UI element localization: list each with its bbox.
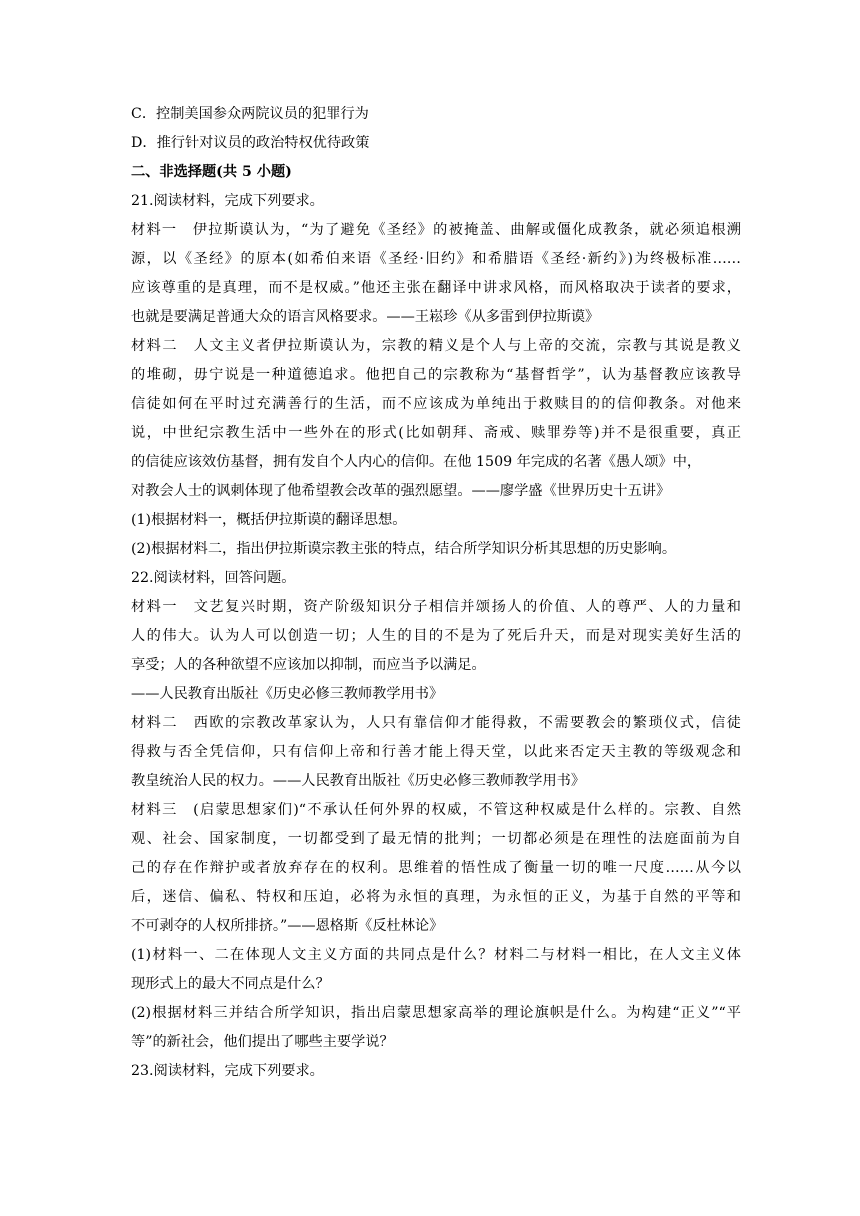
q21-material-1-line: 也就是要满足普通大众的语言风格要求。——王崧珍《从多雷到伊拉斯谟》 xyxy=(131,309,600,325)
q21-material-2-line: 的信徒应该效仿基督，拥有发自个人内心的信仰。在他 1509 年完成的名著《愚人颂》中， xyxy=(131,454,702,470)
q21-material-2-line: 对教会人士的讽刺体现了他希望教会改革的强烈愿望。——廖学盛《世界历史十五讲》 xyxy=(131,483,671,499)
q22-material-1-line: 享受；人的各种欲望不应该加以抑制，而应当予以满足。 xyxy=(131,657,486,673)
q22-material-2-line: 教皇统治人民的权力。——人民教育出版社《历史必修三教师教学用书》 xyxy=(131,773,586,789)
q21-material-2-line: 信徒如何在平时过充满善行的生活，而不应该成为单纯出于救赎目的的信仰教条。对他来 xyxy=(131,396,741,412)
q22-material-2-line: 得救与否全凭信仰，只有信仰上帝和行善才能上得天堂，以此来否定天主教的等级观念和 xyxy=(131,744,741,760)
q21-material-1-line: 应该尊重的是真理，而不是权威。”他还主张在翻译中讲求风格，而风格取决于读者的要求， xyxy=(131,280,741,296)
q22-material-3-line: 后，迷信、偏私、特权和压迫，必将为永恒的真理，为永恒的正义，为基于自然的平等和 xyxy=(131,889,741,905)
q21-material-1-line: 材料一 伊拉斯谟认为，“为了避免《圣经》的被掩盖、曲解或僵化成教条，就必须追根溯 xyxy=(131,222,741,238)
q22-subquestion-1-line: (1)材料一、二在体现人文主义方面的共同点是什么？材料二与材料一相比，在人文主义体 xyxy=(131,947,741,963)
option-c: C．控制美国参众两院议员的犯罪行为 xyxy=(131,106,369,122)
q22-material-3-line: 己的存在作辩护或者放弃存在的权利。思维着的悟性成了衡量一切的唯一尺度……从今以 xyxy=(131,860,741,876)
section-heading: 二、非选择题(共 5 小题) xyxy=(131,164,292,180)
q22-material-1-line: 材料一 文艺复兴时期，资产阶级知识分子相信并颂扬人的价值、人的尊严、人的力量和 xyxy=(131,599,741,615)
q22-material-1-source: ——人民教育出版社《历史必修三教师教学用书》 xyxy=(131,686,444,702)
question-21-prompt: 21.阅读材料，完成下列要求。 xyxy=(131,193,324,209)
question-22-prompt: 22.阅读材料，回答问题。 xyxy=(131,570,296,586)
q21-subquestion-1: (1)根据材料一，概括伊拉斯谟的翻译思想。 xyxy=(131,512,407,528)
q22-subquestion-1-line: 现形式上的最大不同点是什么？ xyxy=(131,976,330,992)
q22-subquestion-2-line: (2)根据材料三并结合所学知识，指出启蒙思想家高举的理论旗帜是什么。为构建“正义”“平 xyxy=(131,1005,741,1021)
option-d: D．推行针对议员的政治特权优待政策 xyxy=(131,135,370,151)
q22-material-3-line: 不可剥夺的人权所排挤。”——恩格斯《反杜林论》 xyxy=(131,918,444,934)
q21-subquestion-2: (2)根据材料二，指出伊拉斯谟宗教主张的特点，结合所学知识分析其思想的历史影响。 xyxy=(131,541,677,557)
q22-material-3-line: 材料三 (启蒙思想家们)“不承认任何外界的权威，不管这种权威是什么样的。宗教、自然 xyxy=(131,802,741,818)
q22-material-3-line: 观、社会、国家制度，一切都受到了最无情的批判；一切都必须是在理性的法庭面前为自 xyxy=(131,831,741,847)
question-23-prompt: 23.阅读材料，完成下列要求。 xyxy=(131,1063,324,1079)
q22-material-2-line: 材料二 西欧的宗教改革家认为，人只有靠信仰才能得救，不需要教会的繁琐仪式，信徒 xyxy=(131,715,741,731)
q21-material-2-line: 说，中世纪宗教生活中一些外在的形式(比如朝拜、斋戒、赎罪券等)并不是很重要，真正 xyxy=(131,425,741,441)
q22-subquestion-2-line: 等”的新社会，他们提出了哪些主要学说？ xyxy=(131,1034,394,1050)
q21-material-2-line: 的堆砌，毋宁说是一种道德追求。他把自己的宗教称为“基督哲学”，认为基督教应该教导 xyxy=(131,367,741,383)
q22-material-1-line: 人的伟大。认为人可以创造一切；人生的目的不是为了死后升天，而是对现实美好生活的 xyxy=(131,628,741,644)
q21-material-1-line: 源，以《圣经》的原本(如希伯来语《圣经·旧约》和希腊语《圣经·新约》)为终极标准…… xyxy=(131,251,741,267)
q21-material-2-line: 材料二 人文主义者伊拉斯谟认为，宗教的精义是个人与上帝的交流，宗教与其说是教义 xyxy=(131,338,741,354)
